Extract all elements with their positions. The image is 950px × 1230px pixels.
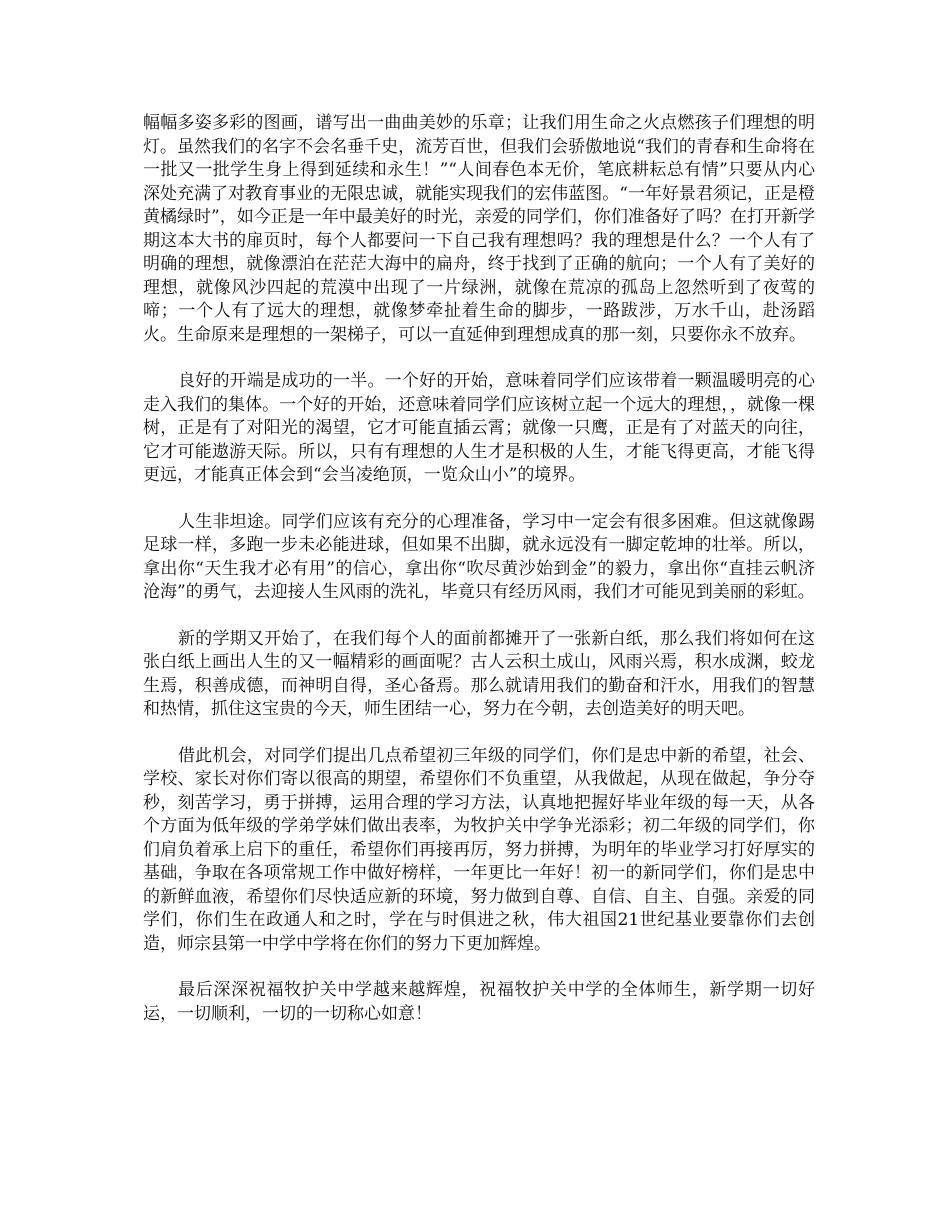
paragraph-2: 良好的开端是成功的一半。一个好的开始，意味着同学们应该带着一颗温暖明亮的心走入我们的集体。一个好的开始，还意味着同学们应该树立起一个远大的理想，，就像一棵树，正是有了对阳光的渴望，它才可能直插云霄；就像一只鹰，正是有了对蓝天的向往，它才可能遨游天际。所以，只有有理想的人生才是积极的人生，才能飞得更高，才能飞得更远，才能真正体会到“会当凌绝顶，一览众山小”的境界。	[143, 371, 815, 485]
document-body	[143, 112, 815, 1049]
paragraph-6: 最后深深祝福牧护关中学越来越辉煌，祝福牧护关中学的全体师生，新学期一切好运，一切顺利，一切的一切称心如意！	[143, 980, 815, 1024]
paragraph-3: 人生非坦途。同学们应该有充分的心理准备，学习中一定会有很多困难。但这就像踢足球一样，多跑一步未必能进球，但如果不出脚，就永远没有一脚定乾坤的壮举。所以，拿出你“天生我才必有用”的信心，拿出你“吹尽黄沙始到金”的毅力，拿出你“直挂云帆济沧海”的勇气，去迎接人生风雨的洗礼，毕竟只有经历风雨，我们才可能见到美丽的彩虹。	[143, 511, 815, 602]
paragraph-1: 幅幅多姿多彩的图画，谱写出一曲曲美妙的乐章；让我们用生命之火点燃孩子们理想的明灯。虽然我们的名字不会名垂千史，流芳百世，但我们会骄傲地说“我们的青春和生命将在一批又一批学生身上得到延续和永生！”“人间春色本无价，笔底耕耘总有情”只要从内心深处充满了对教育事业的无限忠诚，就能实现我们的宏伟蓝图。“一年好景君须记，正是橙黄橘绿时”，如今正是一年中最美好的时光，亲爱的同学们，你们准备好了吗？在打开新学期这本大书的扉页时，每个人都要问一下自己我有理想吗？我的理想是什么？一个人有了明确的理想，就像漂泊在茫茫大海中的扁舟，终于找到了正确的航向；一个人有了美好的理想，就像风沙四起的荒漠中出现了一片绿洲，就像在荒凉的孤岛上忽然听到了夜莺的啼；一个人有了远大的理想，就像梦牵扯着生命的脚步，一路跋涉，万水千山，赴汤蹈火。生命原来是理想的一架梯子，可以一直延伸到理想成真的那一刻，只要你永不放弃。	[143, 113, 815, 345]
paragraph-5: 借此机会，对同学们提出几点希望初三年级的同学们，你们是忠中新的希望，社会、学校、家长对你们寄以很高的期望，希望你们不负重望，从我做起，从现在做起，争分夺秒，刻苦学习，勇于拼搏，运用合理的学习方法，认真地把握好毕业年级的每一天，从各个方面为低年级的学弟学妹们做出表率，为牧护关中学争光添彩；初二年级的同学们，你们肩负着承上启下的重任，希望你们再接再厉，努力拼搏，为明年的毕业学习打好厚实的基础，争取在各项常规工作中做好榜样，一年更比一年好！初一的新同学们，你们是忠中的新鲜血液，希望你们尽快适应新的环境，努力做到自尊、自信、自主、自强。亲爱的同学们，你们生在政通人和之时，学在与时俱进之秋，伟大祖国21世纪基业要靠你们去创造，师宗县第一中学中学将在你们的努力下更加辉煌。	[143, 745, 815, 954]
paragraph-4: 新的学期又开始了，在我们每个人的面前都摊开了一张新白纸，那么我们将如何在这张白纸上画出人生的又一幅精彩的画面呢？古人云积土成山，风雨兴焉，积水成渊，蛟龙生焉，积善成德，而神明自得，圣心备焉。那么就请用我们的勤奋和汗水，用我们的智慧和热情，抓住这宝贵的今天，师生团结一心，努力在今朝，去创造美好的明天吧。	[143, 628, 815, 719]
